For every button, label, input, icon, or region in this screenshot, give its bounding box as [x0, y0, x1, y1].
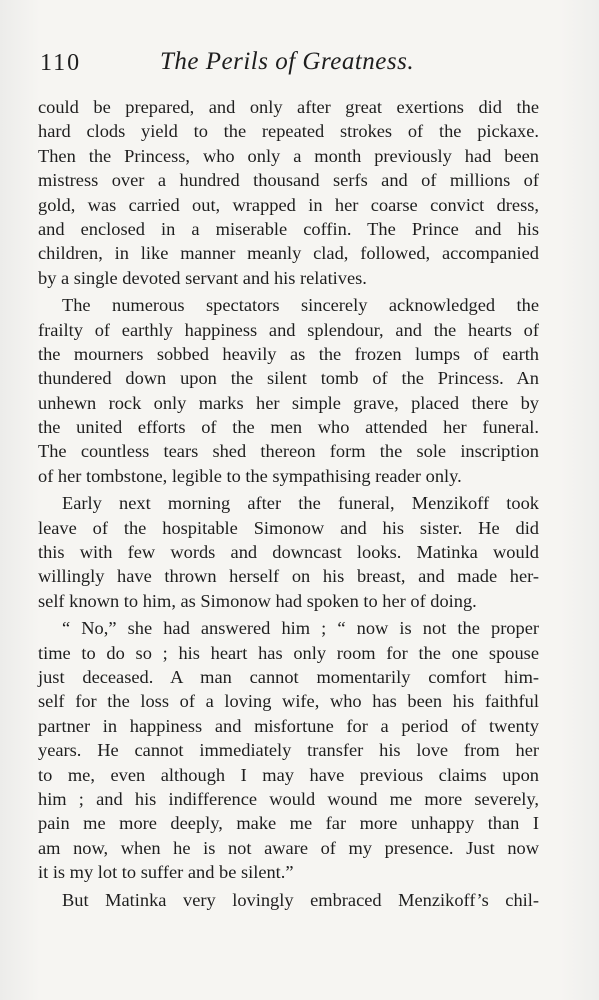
text-line: gold, was carried out, wrapped in her coarse convict dress,	[38, 194, 539, 215]
text-line: hard clods yield to the repeated strokes of the pickaxe.	[38, 121, 539, 142]
text-line: Early next morning after the funeral, Menzikoff took	[62, 493, 539, 514]
text-line: pain me more deeply, make me far more unhappy than I	[38, 813, 539, 834]
text-line: years. He cannot immediately transfer his love from her	[38, 740, 539, 761]
paragraph	[38, 616, 539, 884]
text-line: the united efforts of the men who attended her funeral.	[38, 417, 539, 438]
text-line: am now, when he is not aware of my presence. Just now	[38, 837, 539, 858]
text-line: self known to him, as Simonow had spoken to her of doing.	[38, 590, 477, 611]
text-line: frailty of earthly happiness and splendour, and the hearts of	[38, 319, 539, 340]
text-line: mistress over a hundred thousand serfs and of millions of	[38, 170, 539, 191]
text-line: “ No,” she had answered him ; “ now is not the proper	[62, 618, 539, 639]
paragraph	[38, 888, 539, 912]
text-line: leave of the hospitable Simonow and his sister. He did	[38, 517, 539, 538]
page-header	[40, 48, 540, 80]
page-number: 110	[40, 50, 82, 76]
text-line: children, in like manner meanly clad, followed, accompanied	[38, 243, 539, 264]
paragraph	[38, 95, 539, 290]
text-line: willingly have thrown herself on his breast, and made her-	[38, 566, 539, 587]
text-line: the mourners sobbed heavily as the frozen lumps of earth	[38, 343, 539, 364]
text-line: time to do so ; his heart has only room for the one spouse	[38, 642, 539, 663]
text-line: this with few words and downcast looks. Matinka would	[38, 542, 539, 563]
paragraph	[38, 293, 539, 488]
text-line: and enclosed in a miserable coffin. The Prince and his	[38, 218, 539, 239]
text-line: The countless tears shed thereon form the sole inscription	[38, 441, 539, 462]
text-line: unhewn rock only marks her simple grave, placed there by	[38, 392, 539, 413]
text-line: The numerous spectators sincerely acknowledged the	[62, 295, 539, 316]
text-line: could be prepared, and only after great exertions did the	[38, 97, 539, 117]
text-line: of her tombstone, legible to the sympathising reader only.	[38, 465, 462, 486]
text-line: to me, even although I may have previous claims upon	[38, 764, 539, 785]
running-title: The Perils of Greatness.	[160, 48, 415, 75]
text-line: by a single devoted servant and his relatives.	[38, 267, 367, 288]
text-line: Then the Princess, who only a month previously had been	[38, 145, 539, 166]
body-text	[38, 95, 539, 912]
text-line: him ; and his indifference would wound me more severely,	[38, 788, 539, 809]
text-line: But Matinka very lovingly embraced Menzikoff’s chil-	[62, 889, 539, 910]
text-line: self for the loss of a loving wife, who has been his faithful	[38, 691, 539, 712]
text-line: thundered down upon the silent tomb of the Princess. An	[38, 368, 539, 389]
text-line: partner in happiness and misfortune for a period of twenty	[38, 715, 539, 736]
text-line: it is my lot to suffer and be silent.”	[38, 862, 294, 883]
paragraph	[38, 491, 539, 613]
text-line: just deceased. A man cannot momentarily comfort him-	[38, 666, 539, 687]
